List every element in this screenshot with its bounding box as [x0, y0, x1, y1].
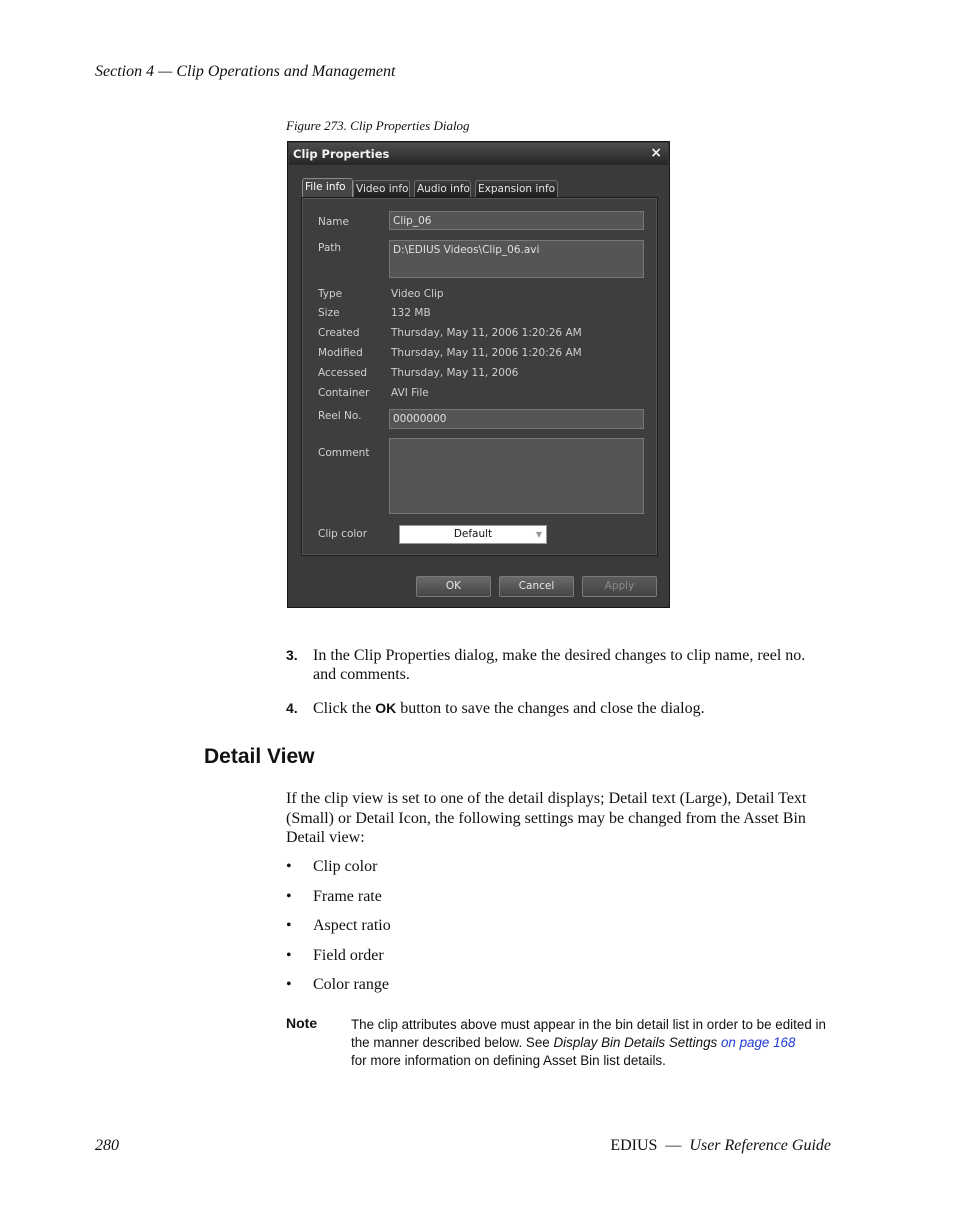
settings-list [286, 856, 391, 1004]
tab-file-info[interactable]: File info [302, 178, 353, 197]
accessed-value: Thursday, May 11, 2006 [391, 367, 519, 379]
ok-button[interactable]: OK [416, 576, 491, 597]
container-label: Container [318, 387, 370, 399]
step-3 [286, 646, 831, 684]
size-value: 132 MB [391, 307, 431, 319]
list-item [286, 974, 391, 1004]
ok-keyword: OK [375, 700, 397, 716]
footer-product: EDIUS [610, 1137, 658, 1154]
type-label: Type [318, 288, 343, 300]
tab-audio-info[interactable]: Audio info [414, 180, 471, 197]
reel-no-input[interactable] [389, 409, 644, 429]
step-number: 4. [286, 700, 298, 716]
footer-guide: User Reference Guide [689, 1137, 831, 1154]
bullet-icon: • [286, 858, 292, 875]
list-item [286, 915, 391, 945]
note-text [351, 1016, 831, 1070]
tab-expansion-info[interactable]: Expansion info [475, 180, 558, 197]
bullet-icon: • [286, 887, 292, 905]
note-reference: Display Bin Details Settings [553, 1035, 718, 1050]
path-label: Path [318, 242, 342, 254]
reel-no-label: Reel No. [318, 410, 362, 422]
accessed-label: Accessed [318, 367, 368, 379]
list-item-text: Aspect ratio [313, 917, 391, 934]
modified-value: Thursday, May 11, 2006 1:20:26 AM [391, 347, 582, 359]
comment-input[interactable] [389, 438, 644, 514]
path-field[interactable]: D:\EDIUS Videos\Clip_06.avi [389, 240, 644, 278]
running-header: Section 4 — Clip Operations and Management [95, 63, 396, 80]
list-item-text: Frame rate [313, 887, 382, 905]
dialog-titlebar[interactable] [289, 143, 668, 165]
note-text-1: The clip attributes above must appear in the bin detail list in order to be edited in the manner described below. See [351, 1017, 826, 1050]
clip-color-label: Clip color [318, 528, 368, 540]
step-text-pre: Click the [313, 700, 376, 717]
tab-video-info[interactable]: Video info [353, 180, 410, 197]
step-text [313, 699, 831, 718]
container-value: AVI File [391, 387, 429, 399]
name-input[interactable] [389, 211, 644, 230]
apply-button[interactable]: Apply [582, 576, 657, 597]
clip-properties-dialog [287, 141, 670, 608]
step-number: 3. [286, 647, 298, 663]
clip-color-select[interactable] [399, 525, 547, 544]
list-item [286, 886, 391, 916]
list-item-text: Clip color [313, 858, 378, 875]
page-number: 280 [95, 1137, 119, 1154]
list-item-text: Field order [313, 946, 384, 964]
modified-label: Modified [318, 347, 363, 359]
page-link[interactable]: on page 168 [717, 1035, 796, 1050]
section-heading: Detail View [204, 745, 315, 768]
type-value: Video Clip [391, 288, 444, 300]
step-4 [286, 699, 831, 718]
created-label: Created [318, 327, 360, 339]
section-paragraph: If the clip view is set to one of the detail displays; Detail text (Large), Detail Text (Small) or Detail Icon, the following settings may be changed from the Asset Bin Detail view: [286, 790, 807, 846]
dialog-title: Clip Properties [293, 147, 390, 161]
comment-label: Comment [318, 447, 370, 459]
note-label: Note [286, 1015, 318, 1031]
bullet-icon: • [286, 976, 292, 993]
step-text-post: button to save the changes and close the dialog. [396, 700, 705, 717]
close-icon[interactable]: × [650, 145, 662, 161]
running-footer [610, 1137, 831, 1155]
created-value: Thursday, May 11, 2006 1:20:26 AM [391, 327, 582, 339]
cancel-button[interactable]: Cancel [499, 576, 574, 597]
footer-dash: — [665, 1137, 682, 1154]
bullet-icon: • [286, 946, 292, 964]
list-item [286, 945, 391, 975]
clip-color-value: Default [453, 528, 493, 540]
note-text-2: for more information on defining Asset Bin list details. [351, 1053, 666, 1068]
step-text: In the Clip Properties dialog, make the desired changes to clip name, reel no. and comments. [313, 647, 806, 683]
list-item [286, 856, 391, 886]
list-item-text: Color range [313, 976, 389, 993]
chevron-down-icon: ▼ [535, 530, 542, 539]
bullet-icon: • [286, 917, 292, 934]
file-info-panel [301, 197, 658, 556]
name-label: Name [318, 216, 349, 228]
size-label: Size [318, 307, 340, 319]
figure-caption: Figure 273. Clip Properties Dialog [286, 118, 470, 133]
